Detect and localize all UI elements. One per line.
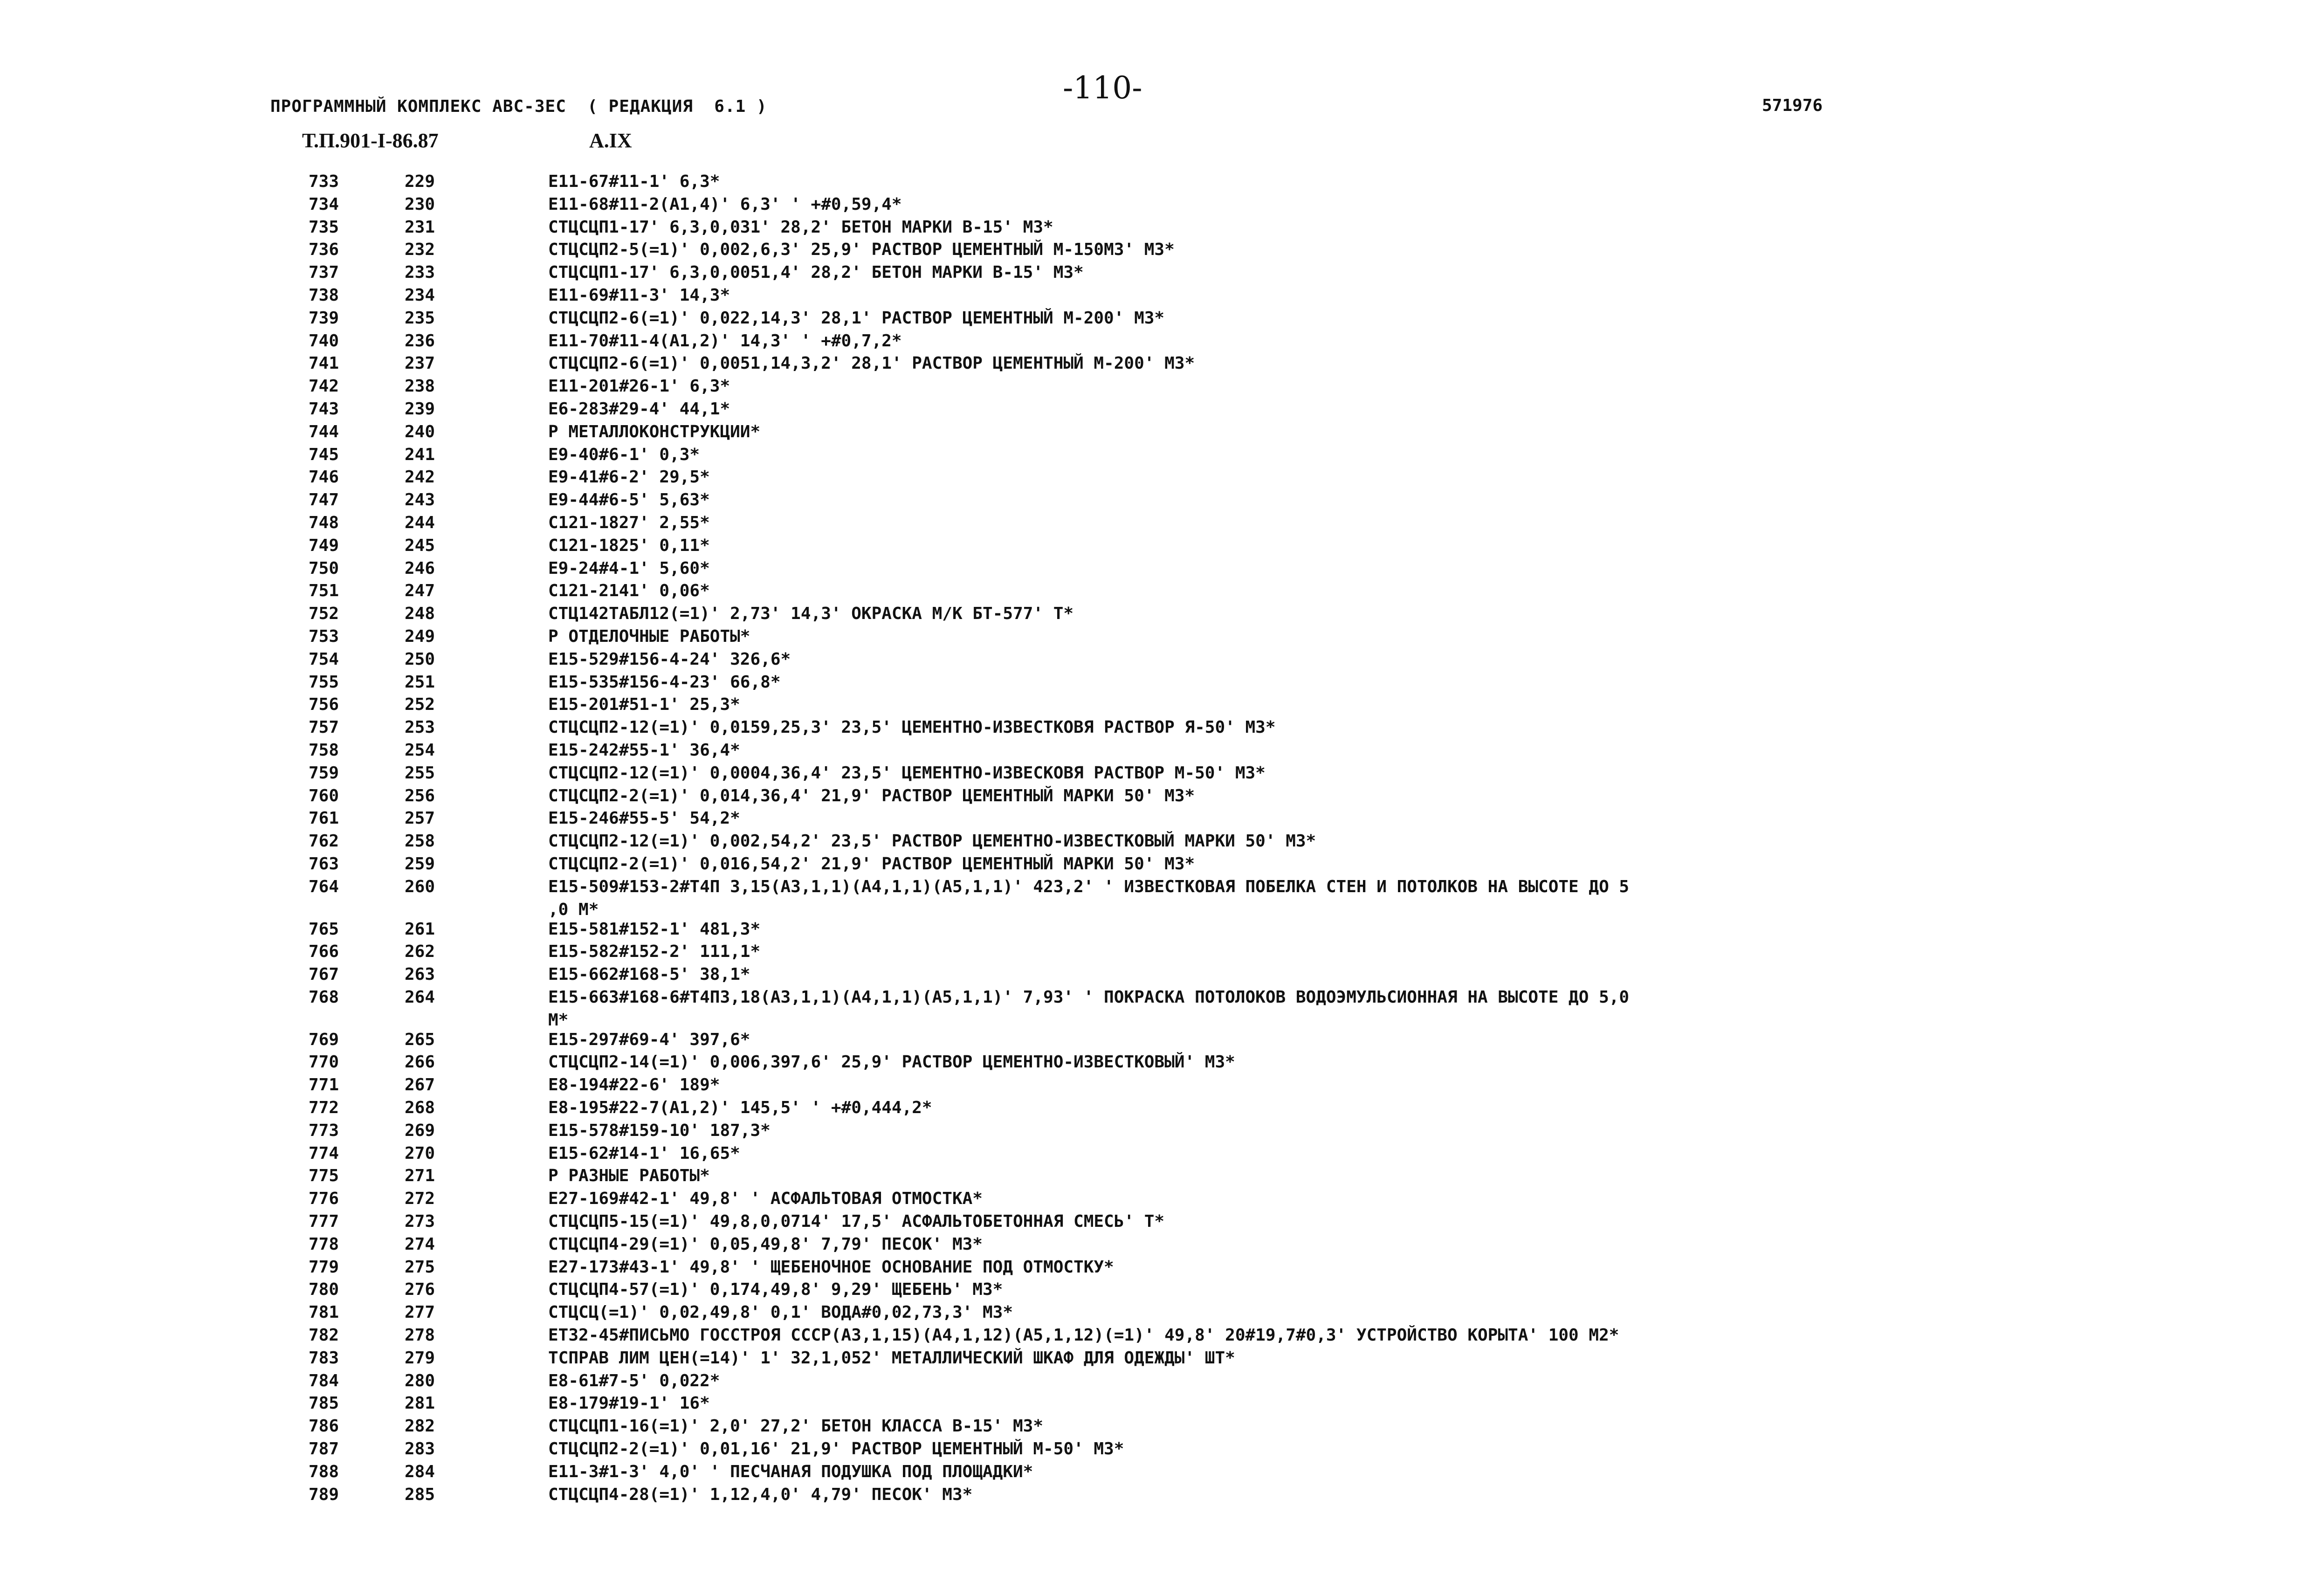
listing-row xyxy=(0,1258,2312,1281)
row-sequence-number: 735 xyxy=(309,217,339,237)
row-text: ЕТ32-45#ПИСЬМО ГОССТРОЯ СССР(А3,1,15)(А4,1,12)(А5,1,12)(=1)' 49,8' 20#19,7#0,3' УСТРОЙСТВО КОРЫТА' 100 М2* xyxy=(548,1326,1619,1345)
row-item-number: 240 xyxy=(405,422,435,441)
row-item-number: 234 xyxy=(405,285,435,305)
row-text: Е9-40#6-1' 0,3* xyxy=(548,445,700,464)
listing-row xyxy=(0,559,2312,582)
row-sequence-number: 741 xyxy=(309,354,339,373)
row-text: Е15-201#51-1' 25,3* xyxy=(548,695,740,715)
row-text: ,0 М* xyxy=(548,900,599,919)
row-sequence-number: 763 xyxy=(309,854,339,874)
row-text: Е11-69#11-3' 14,3* xyxy=(548,285,730,305)
row-text: СТЦСЦП2-2(=1)' 0,014,36,4' 21,9' РАСТВОР ЦЕМЕНТНЫЙ МАРКИ 50' М3* xyxy=(548,786,1195,805)
row-item-number: 258 xyxy=(405,832,435,851)
row-item-number: 255 xyxy=(405,763,435,783)
row-sequence-number: 764 xyxy=(309,877,339,896)
listing-row xyxy=(0,263,2312,286)
row-sequence-number: 772 xyxy=(309,1098,339,1118)
row-text: СТЦСЦП2-2(=1)' 0,01,16' 21,9' РАСТВОР ЦЕМЕНТНЫЙ М-50' М3* xyxy=(548,1439,1124,1459)
listing-row-continuation xyxy=(0,1011,2312,1031)
listing-row xyxy=(0,1235,2312,1258)
listing-row xyxy=(0,1349,2312,1372)
row-sequence-number: 782 xyxy=(309,1326,339,1345)
row-text: СТЦСЦП2-6(=1)' 0,022,14,3' 28,1' РАСТВОР ЦЕМЕНТНЫЙ М-200' М3* xyxy=(548,308,1165,328)
row-item-number: 231 xyxy=(405,217,435,237)
row-item-number: 247 xyxy=(405,581,435,601)
row-sequence-number: 740 xyxy=(309,331,339,351)
row-text: ТСПРАВ ЛИМ ЦЕН(=14)' 1' 32,1,052' МЕТАЛЛИЧЕСКИЙ ШКАФ ДЛЯ ОДЕЖДЫ' ШТ* xyxy=(548,1348,1235,1368)
row-sequence-number: 749 xyxy=(309,536,339,555)
row-sequence-number: 771 xyxy=(309,1075,339,1095)
row-item-number: 244 xyxy=(405,513,435,532)
row-item-number: 282 xyxy=(405,1417,435,1436)
listing-rows xyxy=(0,172,2312,1508)
row-text: Е15-62#14-1' 16,65* xyxy=(548,1143,740,1163)
row-text: Е15-529#156-4-24' 326,6* xyxy=(548,649,791,669)
listing-row xyxy=(0,627,2312,650)
row-sequence-number: 768 xyxy=(309,987,339,1007)
row-sequence-number: 744 xyxy=(309,422,339,441)
row-text: Е9-41#6-2' 29,5* xyxy=(548,468,710,487)
row-sequence-number: 775 xyxy=(309,1166,339,1186)
listing-row xyxy=(0,354,2312,377)
row-text: Е15-535#156-4-23' 66,8* xyxy=(548,672,781,692)
listing-row xyxy=(0,172,2312,195)
listing-row xyxy=(0,1144,2312,1167)
row-text: Е11-3#1-3' 4,0' ' ПЕСЧАНАЯ ПОДУШКА ПОД ПЛОЩАДКИ* xyxy=(548,1462,1033,1481)
row-item-number: 285 xyxy=(405,1485,435,1504)
row-text: Е15-578#159-10' 187,3* xyxy=(548,1121,771,1140)
row-sequence-number: 769 xyxy=(309,1030,339,1049)
row-sequence-number: 739 xyxy=(309,308,339,328)
row-item-number: 263 xyxy=(405,965,435,984)
row-item-number: 277 xyxy=(405,1303,435,1322)
listing-row xyxy=(0,309,2312,332)
listing-row xyxy=(0,423,2312,446)
row-item-number: 280 xyxy=(405,1371,435,1390)
row-item-number: 284 xyxy=(405,1462,435,1481)
listing-row xyxy=(0,1121,2312,1144)
row-text: Е27-169#42-1' 49,8' ' АСФАЛЬТОВАЯ ОТМОСТКА* xyxy=(548,1189,983,1209)
row-item-number: 241 xyxy=(405,445,435,464)
row-sequence-number: 737 xyxy=(309,263,339,282)
listing-row-continuation xyxy=(0,901,2312,920)
row-item-number: 235 xyxy=(405,308,435,328)
row-text: СТЦСЦП4-57(=1)' 0,174,49,8' 9,29' ЩЕБЕНЬ' М3* xyxy=(548,1280,1003,1300)
row-text: СТЦСЦ(=1)' 0,02,49,8' 0,1' ВОДА#0,02,73,3' М3* xyxy=(548,1303,1013,1322)
row-item-number: 245 xyxy=(405,536,435,555)
listing-row xyxy=(0,1212,2312,1235)
row-item-number: 269 xyxy=(405,1121,435,1140)
row-text: Е11-68#11-2(А1,4)' 6,3' ' +#0,59,4* xyxy=(548,194,902,214)
listing-row xyxy=(0,1053,2312,1076)
row-sequence-number: 745 xyxy=(309,445,339,464)
row-text: СТЦСЦП1-17' 6,3,0,0051,4' 28,2' БЕТОН МАРКИ В-15' М3* xyxy=(548,263,1084,282)
row-text: Е8-194#22-6' 189* xyxy=(548,1075,720,1095)
row-item-number: 242 xyxy=(405,468,435,487)
row-item-number: 276 xyxy=(405,1280,435,1300)
row-sequence-number: 774 xyxy=(309,1143,339,1163)
row-text: С121-2141' 0,06* xyxy=(548,581,710,601)
row-text: СТЦСЦП1-16(=1)' 2,0' 27,2' БЕТОН КЛАССА В-15' М3* xyxy=(548,1417,1044,1436)
row-text: Е6-283#29-4' 44,1* xyxy=(548,399,730,419)
row-sequence-number: 734 xyxy=(309,194,339,214)
row-sequence-number: 753 xyxy=(309,626,339,646)
listing-row xyxy=(0,582,2312,605)
listing-row xyxy=(0,286,2312,309)
row-sequence-number: 781 xyxy=(309,1303,339,1322)
listing-row xyxy=(0,468,2312,491)
row-text: М* xyxy=(548,1010,569,1030)
listing-row xyxy=(0,650,2312,673)
listing-row xyxy=(0,1167,2312,1190)
row-item-number: 230 xyxy=(405,194,435,214)
row-text: СТЦ142ТАБЛ12(=1)' 2,73' 14,3' ОКРАСКА М/К БТ-577' Т* xyxy=(548,604,1074,624)
row-sequence-number: 785 xyxy=(309,1394,339,1413)
listing-row xyxy=(0,1372,2312,1395)
listing-row xyxy=(0,446,2312,468)
row-item-number: 260 xyxy=(405,877,435,896)
row-text: СТЦСЦП5-15(=1)' 49,8,0,0714' 17,5' АСФАЛЬТОБЕТОННАЯ СМЕСЬ' Т* xyxy=(548,1212,1165,1231)
listing-row xyxy=(0,491,2312,514)
row-text: Е15-246#55-5' 54,2* xyxy=(548,809,740,828)
row-text: С121-1827' 2,55* xyxy=(548,513,710,532)
row-item-number: 232 xyxy=(405,240,435,260)
row-text: СТЦСЦП4-28(=1)' 1,12,4,0' 4,79' ПЕСОК' М3* xyxy=(548,1485,973,1504)
row-text: Е9-44#6-5' 5,63* xyxy=(548,490,710,510)
row-sequence-number: 754 xyxy=(309,649,339,669)
row-item-number: 254 xyxy=(405,740,435,760)
row-item-number: 274 xyxy=(405,1234,435,1254)
row-item-number: 264 xyxy=(405,987,435,1007)
listing-row xyxy=(0,218,2312,241)
row-item-number: 249 xyxy=(405,626,435,646)
row-sequence-number: 783 xyxy=(309,1348,339,1368)
row-sequence-number: 733 xyxy=(309,172,339,191)
row-text: СТЦСЦП2-5(=1)' 0,002,6,3' 25,9' РАСТВОР ЦЕМЕНТНЫЙ М-150М3' М3* xyxy=(548,240,1175,260)
listing-row xyxy=(0,787,2312,810)
listing-row xyxy=(0,920,2312,943)
row-item-number: 262 xyxy=(405,942,435,962)
row-item-number: 248 xyxy=(405,604,435,624)
row-item-number: 251 xyxy=(405,672,435,692)
row-item-number: 279 xyxy=(405,1348,435,1368)
row-item-number: 259 xyxy=(405,854,435,874)
row-sequence-number: 773 xyxy=(309,1121,339,1140)
row-item-number: 275 xyxy=(405,1257,435,1277)
row-sequence-number: 750 xyxy=(309,558,339,578)
row-item-number: 266 xyxy=(405,1053,435,1072)
row-item-number: 239 xyxy=(405,399,435,419)
row-sequence-number: 778 xyxy=(309,1234,339,1254)
project-number: Т.П.901-I-86.87 xyxy=(302,129,439,152)
row-text: Е15-509#153-2#Т4П 3,15(А3,1,1)(А4,1,1)(А5,1,1)' 423,2' ' ИЗВЕСТКОВАЯ ПОБЕЛКА СТЕН И ПОТОЛКОВ НА ВЫСОТЕ ДО 5 xyxy=(548,877,1630,896)
row-item-number: 272 xyxy=(405,1189,435,1209)
row-item-number: 281 xyxy=(405,1394,435,1413)
row-text: СТЦСЦП2-6(=1)' 0,0051,14,3,2' 28,1' РАСТВОР ЦЕМЕНТНЫЙ М-200' М3* xyxy=(548,354,1195,373)
row-sequence-number: 738 xyxy=(309,285,339,305)
program-title: ПРОГРАММНЫЙ КОМПЛЕКС АВС-3ЕС ( РЕДАКЦИЯ 6.1 ) xyxy=(270,97,767,116)
row-text: Е15-297#69-4' 397,6* xyxy=(548,1030,750,1049)
row-sequence-number: 751 xyxy=(309,581,339,601)
row-text: Е8-61#7-5' 0,022* xyxy=(548,1371,720,1390)
listing-row xyxy=(0,1440,2312,1463)
listing-row xyxy=(0,942,2312,965)
listing-row xyxy=(0,695,2312,718)
listing-row xyxy=(0,965,2312,988)
row-item-number: 257 xyxy=(405,809,435,828)
listing-row xyxy=(0,195,2312,218)
row-item-number: 267 xyxy=(405,1075,435,1095)
row-item-number: 252 xyxy=(405,695,435,715)
row-sequence-number: 755 xyxy=(309,672,339,692)
listing-row xyxy=(0,1190,2312,1212)
row-text: Е15-662#168-5' 38,1* xyxy=(548,965,750,984)
row-text: Р МЕТАЛЛОКОНСТРУКЦИИ* xyxy=(548,422,761,441)
row-sequence-number: 746 xyxy=(309,468,339,487)
listing-row xyxy=(0,1394,2312,1417)
listing-row xyxy=(0,1326,2312,1349)
row-item-number: 278 xyxy=(405,1326,435,1345)
listing-row xyxy=(0,1076,2312,1099)
row-item-number: 261 xyxy=(405,919,435,939)
row-sequence-number: 759 xyxy=(309,763,339,783)
document-code: 571976 xyxy=(1762,96,1823,115)
page-number: -110- xyxy=(1063,70,1142,106)
listing-row xyxy=(0,988,2312,1011)
listing-row xyxy=(0,878,2312,901)
row-sequence-number: 748 xyxy=(309,513,339,532)
row-sequence-number: 757 xyxy=(309,718,339,737)
row-item-number: 246 xyxy=(405,558,435,578)
row-sequence-number: 788 xyxy=(309,1462,339,1481)
row-item-number: 270 xyxy=(405,1143,435,1163)
row-text: СТЦСЦП2-14(=1)' 0,006,397,6' 25,9' РАСТВОР ЦЕМЕНТНО-ИЗВЕСТКОВЫЙ' М3* xyxy=(548,1053,1235,1072)
row-item-number: 253 xyxy=(405,718,435,737)
listing-row xyxy=(0,718,2312,741)
row-text: Е15-242#55-1' 36,4* xyxy=(548,740,740,760)
row-text: СТЦСЦП2-2(=1)' 0,016,54,2' 21,9' РАСТВОР ЦЕМЕНТНЫЙ МАРКИ 50' М3* xyxy=(548,854,1195,874)
row-sequence-number: 762 xyxy=(309,832,339,851)
row-item-number: 233 xyxy=(405,263,435,282)
row-text: Е15-663#168-6#Т4П3,18(А3,1,1)(А4,1,1)(А5,1,1)' 7,93' ' ПОКРАСКА ПОТОЛОКОВ ВОДОЭМУЛЬСИОННАЯ НА ВЫСОТЕ ДО 5,0 xyxy=(548,987,1630,1007)
row-item-number: 229 xyxy=(405,172,435,191)
row-item-number: 273 xyxy=(405,1212,435,1231)
listing-row xyxy=(0,855,2312,878)
row-item-number: 250 xyxy=(405,649,435,669)
row-sequence-number: 761 xyxy=(309,809,339,828)
listing-row xyxy=(0,1303,2312,1326)
row-sequence-number: 779 xyxy=(309,1257,339,1277)
listing-row xyxy=(0,377,2312,400)
row-text: Е27-173#43-1' 49,8' ' ЩЕБЕНОЧНОЕ ОСНОВАНИЕ ПОД ОТМОСТКУ* xyxy=(548,1257,1114,1277)
row-text: Е15-581#152-1' 481,3* xyxy=(548,919,761,939)
row-item-number: 283 xyxy=(405,1439,435,1459)
row-sequence-number: 760 xyxy=(309,786,339,805)
row-text: Р РАЗНЫЕ РАБОТЫ* xyxy=(548,1166,710,1186)
row-sequence-number: 758 xyxy=(309,740,339,760)
row-text: СТЦСЦП1-17' 6,3,0,031' 28,2' БЕТОН МАРКИ В-15' М3* xyxy=(548,217,1053,237)
row-sequence-number: 743 xyxy=(309,399,339,419)
row-item-number: 268 xyxy=(405,1098,435,1118)
row-text: СТЦСЦП2-12(=1)' 0,0159,25,3' 23,5' ЦЕМЕНТНО-ИЗВЕСТКОВЯ РАСТВОР Я-50' М3* xyxy=(548,718,1276,737)
row-sequence-number: 736 xyxy=(309,240,339,260)
row-sequence-number: 766 xyxy=(309,942,339,962)
row-sequence-number: 777 xyxy=(309,1212,339,1231)
listing-row xyxy=(0,1486,2312,1508)
listing-row xyxy=(0,764,2312,787)
row-item-number: 238 xyxy=(405,377,435,396)
row-sequence-number: 756 xyxy=(309,695,339,715)
row-text: С121-1825' 0,11* xyxy=(548,536,710,555)
row-sequence-number: 767 xyxy=(309,965,339,984)
listing-row xyxy=(0,1463,2312,1486)
row-sequence-number: 784 xyxy=(309,1371,339,1390)
row-item-number: 237 xyxy=(405,354,435,373)
row-text: Е15-582#152-2' 111,1* xyxy=(548,942,761,962)
listing-row xyxy=(0,741,2312,764)
row-text: Е11-67#11-1' 6,3* xyxy=(548,172,720,191)
row-text: Е9-24#4-1' 5,60* xyxy=(548,558,710,578)
row-sequence-number: 786 xyxy=(309,1417,339,1436)
row-text: СТЦСЦП4-29(=1)' 0,05,49,8' 7,79' ПЕСОК' М3* xyxy=(548,1234,983,1254)
listing-row xyxy=(0,241,2312,263)
row-text: Е11-201#26-1' 6,3* xyxy=(548,377,730,396)
row-text: СТЦСЦП2-12(=1)' 0,002,54,2' 23,5' РАСТВОР ЦЕМЕНТНО-ИЗВЕСТКОВЫЙ МАРКИ 50' М3* xyxy=(548,832,1316,851)
row-sequence-number: 747 xyxy=(309,490,339,510)
listing-row xyxy=(0,400,2312,423)
row-text: Е11-70#11-4(А1,2)' 14,3' ' +#0,7,2* xyxy=(548,331,902,351)
row-text: СТЦСЦП2-12(=1)' 0,0004,36,4' 23,5' ЦЕМЕНТНО-ИЗВЕСКОВЯ РАСТВОР М-50' М3* xyxy=(548,763,1266,783)
listing-row xyxy=(0,1417,2312,1440)
listing-row xyxy=(0,1280,2312,1303)
row-item-number: 243 xyxy=(405,490,435,510)
row-sequence-number: 770 xyxy=(309,1053,339,1072)
listing-row xyxy=(0,1099,2312,1121)
row-sequence-number: 780 xyxy=(309,1280,339,1300)
row-text: Р ОТДЕЛОЧНЫЕ РАБОТЫ* xyxy=(548,626,750,646)
row-sequence-number: 742 xyxy=(309,377,339,396)
row-item-number: 236 xyxy=(405,331,435,351)
listing-row xyxy=(0,537,2312,559)
row-text: Е8-179#19-1' 16* xyxy=(548,1394,710,1413)
listing-row xyxy=(0,605,2312,627)
row-sequence-number: 789 xyxy=(309,1485,339,1504)
row-item-number: 256 xyxy=(405,786,435,805)
row-item-number: 271 xyxy=(405,1166,435,1186)
row-sequence-number: 752 xyxy=(309,604,339,624)
listing-row xyxy=(0,832,2312,855)
listing-row xyxy=(0,673,2312,696)
row-item-number: 265 xyxy=(405,1030,435,1049)
listing-row xyxy=(0,332,2312,355)
row-sequence-number: 787 xyxy=(309,1439,339,1459)
listing-row xyxy=(0,514,2312,537)
listing-row xyxy=(0,809,2312,832)
row-sequence-number: 776 xyxy=(309,1189,339,1209)
listing-row xyxy=(0,1031,2312,1053)
album-number: А.IX xyxy=(589,129,632,152)
row-sequence-number: 765 xyxy=(309,919,339,939)
row-text: Е8-195#22-7(А1,2)' 145,5' ' +#0,444,2* xyxy=(548,1098,932,1118)
